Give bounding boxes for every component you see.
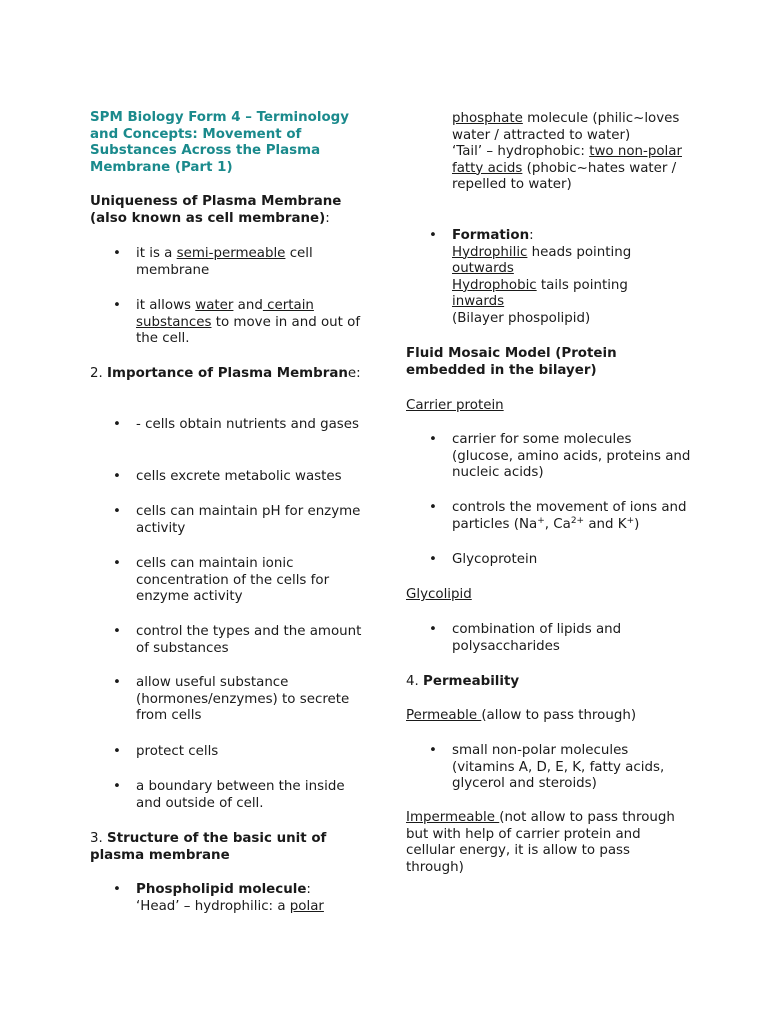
list-item	[113, 469, 372, 486]
list-item-text: carrier for some molecules (glucose, amino acids, proteins and nucleic acids)	[452, 432, 691, 481]
section-4-heading-text: Permeability	[423, 674, 520, 689]
text-run: and	[233, 298, 263, 313]
glycolipid-heading: Glycolipid	[406, 587, 472, 602]
section-number: 4.	[406, 674, 424, 689]
text-run: cell membrane	[136, 246, 313, 278]
list-item-text: cells can maintain ionic concentration of the cells for enzyme activity	[136, 556, 330, 605]
section-number: 2.	[90, 366, 108, 381]
bullet-icon: •	[429, 552, 437, 567]
bullet-icon: •	[429, 622, 437, 637]
underlined-term: phosphate	[452, 111, 523, 126]
list-item	[429, 743, 691, 793]
list-item-text: cells can maintain pH for enzyme activity	[136, 504, 361, 536]
underlined-term: Permeable	[406, 708, 482, 723]
carrier-protein-heading: Carrier protein	[406, 398, 504, 413]
bullet-icon: •	[429, 228, 437, 243]
list-item-text: protect cells	[136, 744, 219, 759]
bullet-icon: •	[429, 432, 437, 447]
bullet-icon: •	[113, 624, 121, 639]
list-item-text: cells excrete metabolic wastes	[136, 469, 342, 484]
text-run: :	[529, 228, 534, 243]
formation-label: Formation	[452, 228, 530, 243]
phospholipid-continued	[406, 111, 691, 194]
list-item-text: combination of lipids and polysaccharides	[452, 622, 622, 654]
list-item-text: Glycoprotein	[452, 552, 538, 567]
phospholipid-label: Phospholipid molecule	[136, 882, 307, 897]
text-run: ‘Tail’ – hydrophobic:	[452, 144, 590, 160]
list-item	[113, 556, 372, 606]
permeable-line	[406, 708, 691, 725]
text-run: ‘Head’ – hydrophilic: a	[136, 898, 290, 914]
list-item	[113, 779, 372, 812]
list-item	[113, 246, 372, 279]
text-run: (Bilayer phospolipid)	[452, 310, 591, 326]
bullet-icon: •	[429, 500, 437, 515]
bullet-icon: •	[113, 246, 121, 261]
list-item	[113, 417, 372, 434]
section-1-heading	[90, 194, 372, 227]
underlined-term: outwards	[452, 261, 514, 277]
section-3-heading	[90, 831, 372, 864]
superscript: +	[537, 515, 545, 526]
text-run: (phobic~hates water / repelled to water)	[452, 160, 677, 193]
section-1-heading-colon: :	[325, 210, 330, 226]
text-run: and K	[584, 516, 627, 532]
list-item-text: allow useful substance (hormones/enzymes) to secrete from cells	[136, 675, 350, 724]
bullet-icon: •	[113, 675, 121, 690]
list-item	[429, 228, 691, 328]
impermeable-paragraph	[406, 810, 691, 876]
underlined-term: semi-permeable	[176, 246, 286, 261]
section-3-heading-text: Structure of the basic unit of plasma membrane	[90, 831, 327, 863]
list-item	[429, 500, 691, 533]
underlined-term: Hydrophobic	[452, 277, 537, 293]
fluid-mosaic-heading: Fluid Mosaic Model (Protein embedded in the bilayer)	[406, 346, 617, 378]
bullet-icon: •	[113, 882, 121, 897]
text-run: (allow to pass through)	[481, 708, 637, 723]
text-run: tails pointing	[536, 277, 628, 293]
bullet-icon: •	[113, 417, 121, 432]
text-run: :	[306, 882, 311, 897]
list-item	[113, 675, 372, 725]
text-run: molecule (philic~loves water / attracted to water)	[452, 111, 680, 143]
list-item	[113, 624, 372, 657]
section-2-heading-text: Importance of Plasma Membran	[107, 366, 348, 381]
underlined-term: certain substances	[136, 298, 314, 330]
superscript: +	[626, 515, 635, 526]
section-number: 3.	[90, 831, 108, 846]
underlined-term: Hydrophilic	[452, 244, 528, 260]
list-item	[113, 882, 372, 915]
text-run: , Ca	[544, 516, 571, 532]
section-2-heading	[90, 366, 372, 383]
text-run: it allows	[136, 298, 196, 313]
underlined-term: Impermeable	[406, 810, 500, 825]
document-title: SPM Biology Form 4 – Terminology and Concepts: Movement of Substances Across the Plasma Membrane (Part 1)	[90, 110, 349, 175]
text-run: controls the movement of ions and particles (Na	[452, 500, 687, 532]
underlined-term: water	[195, 298, 234, 313]
superscript: 2+	[570, 515, 585, 526]
list-item	[113, 504, 372, 537]
underlined-term: polar	[289, 898, 324, 914]
underlined-term: two non-polar fatty acids	[452, 144, 682, 176]
list-item-text: small non-polar molecules (vitamins A, D, E, K, fatty acids, glycerol and steroids)	[452, 743, 665, 792]
list-item	[429, 622, 691, 655]
text-run: )	[634, 516, 640, 532]
text-run: it is a	[136, 246, 177, 261]
bullet-icon: •	[113, 556, 121, 571]
list-item	[113, 744, 372, 761]
underlined-term: inwards	[452, 294, 505, 310]
list-item-text: control the types and the amount of substances	[136, 624, 362, 656]
list-item-text: - cells obtain nutrients and gases	[136, 417, 359, 432]
bullet-icon: •	[113, 504, 121, 519]
list-item	[429, 432, 691, 482]
text-run: :	[356, 366, 361, 381]
text-run: (not allow to pass through but with help of carrier protein and cellular energy, it is allow to pass through)	[406, 810, 675, 875]
bullet-icon: •	[113, 298, 121, 313]
text-run: to move in and out of the cell.	[136, 314, 361, 347]
bullet-icon: •	[429, 743, 437, 758]
text-run: e	[347, 366, 357, 381]
list-item	[113, 298, 372, 348]
section-1-heading-text: Uniqueness of Plasma Membrane (also known as cell membrane)	[90, 194, 342, 226]
text-run: heads pointing	[527, 244, 632, 260]
list-item-text: a boundary between the inside and outside of cell.	[136, 779, 345, 811]
section-4-heading	[406, 674, 691, 691]
list-item	[429, 552, 691, 569]
bullet-icon: •	[113, 469, 121, 484]
bullet-icon: •	[113, 779, 121, 794]
bullet-icon: •	[113, 744, 121, 759]
